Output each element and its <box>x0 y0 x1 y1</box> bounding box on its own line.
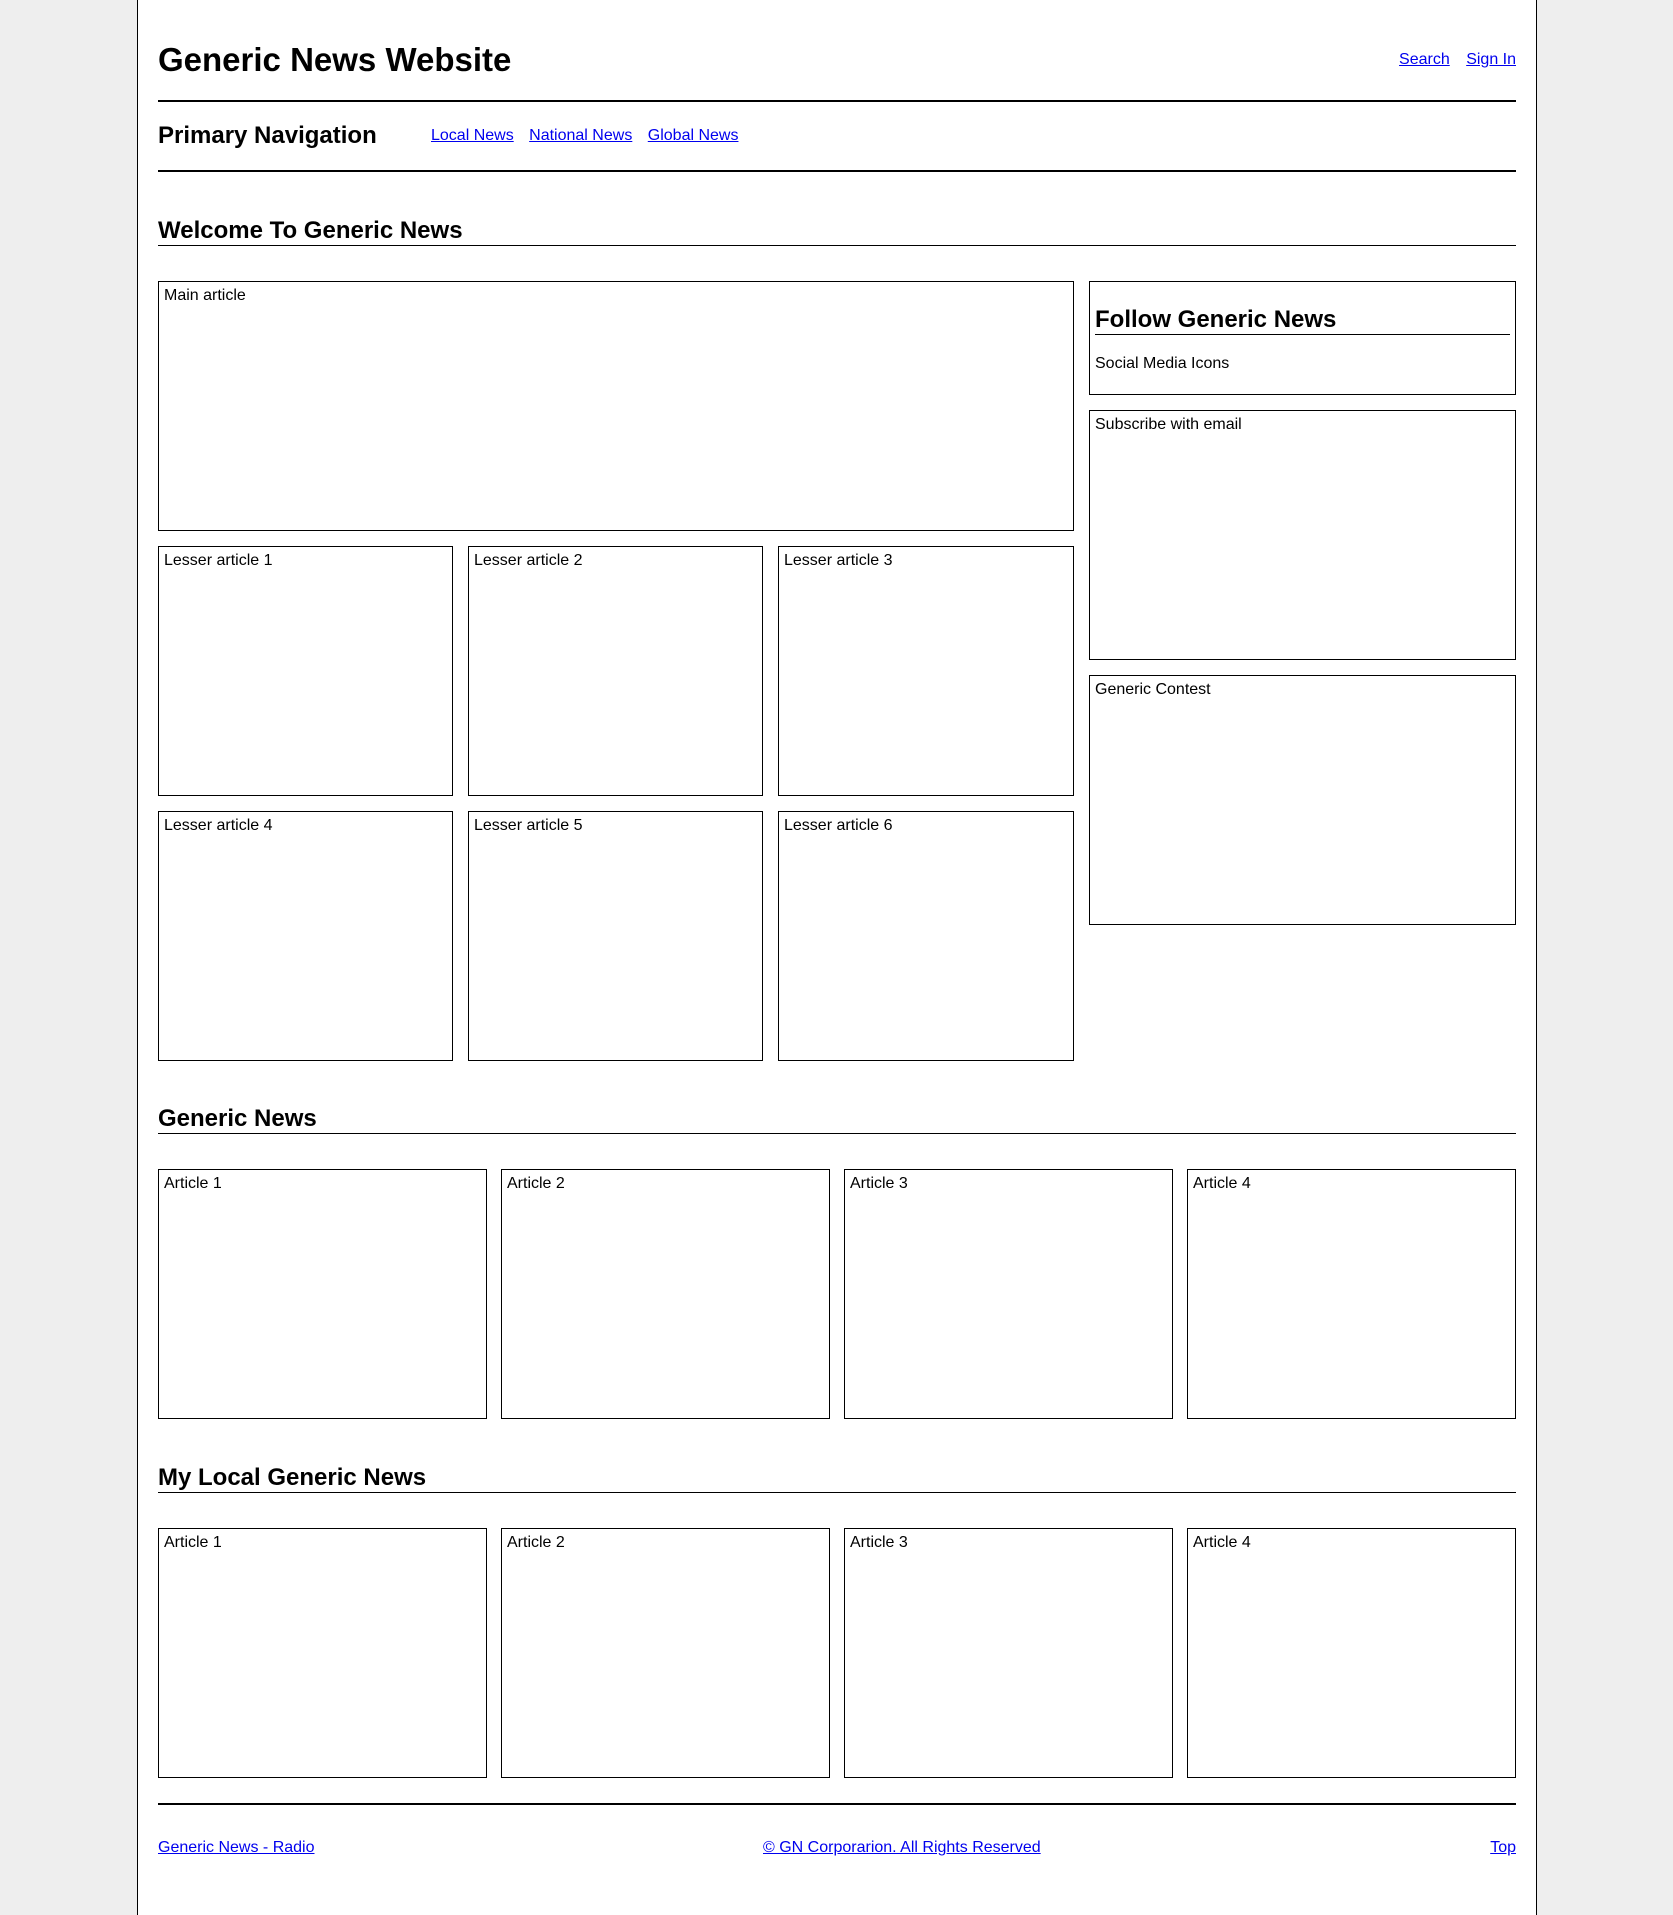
lesser-article-5[interactable] <box>468 811 763 1061</box>
nav-local-news[interactable]: Local News <box>431 127 514 144</box>
generic-article-4[interactable] <box>1187 1169 1516 1419</box>
site-title: Generic News Website <box>158 41 512 78</box>
lesser-article-label: Lesser article 5 <box>474 817 583 834</box>
contest-box[interactable] <box>1089 675 1516 925</box>
page-container <box>137 0 1537 1915</box>
lesser-article-label: Lesser article 6 <box>784 817 893 834</box>
radio-link[interactable]: Generic News - Radio <box>158 1839 315 1856</box>
generic-news-heading: Generic News <box>158 1105 1516 1134</box>
welcome-heading: Welcome To Generic News <box>158 217 1516 246</box>
nav-global-news[interactable]: Global News <box>647 127 739 144</box>
generic-article-2[interactable] <box>501 1169 830 1419</box>
article-label: Article 2 <box>507 1534 565 1551</box>
local-article-4[interactable] <box>1187 1528 1516 1778</box>
top-link[interactable]: Top <box>1490 1839 1516 1856</box>
main-article-label: Main article <box>164 287 246 304</box>
subscribe-label: Subscribe with email <box>1095 416 1242 433</box>
follow-heading: Follow Generic News <box>1095 306 1510 335</box>
article-label: Article 4 <box>1193 1175 1251 1192</box>
sign-in-link[interactable]: Sign In <box>1466 51 1516 68</box>
local-article-1[interactable] <box>158 1528 487 1778</box>
nav-national-news[interactable]: National News <box>529 127 633 144</box>
header-links <box>1387 50 1516 70</box>
lesser-article-2[interactable] <box>468 546 763 796</box>
search-link[interactable]: Search <box>1399 51 1450 68</box>
follow-box <box>1089 281 1516 395</box>
local-news-heading: My Local Generic News <box>158 1464 1516 1493</box>
lesser-article-1[interactable] <box>158 546 453 796</box>
local-article-3[interactable] <box>844 1528 1173 1778</box>
lesser-article-label: Lesser article 3 <box>784 552 893 569</box>
article-label: Article 1 <box>164 1175 222 1192</box>
primary-nav <box>431 126 749 146</box>
generic-article-1[interactable] <box>158 1169 487 1419</box>
lesser-article-3[interactable] <box>778 546 1074 796</box>
article-label: Article 1 <box>164 1534 222 1551</box>
subscribe-box[interactable] <box>1089 410 1516 660</box>
generic-article-3[interactable] <box>844 1169 1173 1419</box>
copyright-link[interactable]: © GN Corporarion. All Rights Reserved <box>763 1839 1041 1856</box>
contest-label: Generic Contest <box>1095 681 1211 698</box>
lesser-article-4[interactable] <box>158 811 453 1061</box>
main-article[interactable] <box>158 281 1074 531</box>
local-article-2[interactable] <box>501 1528 830 1778</box>
header-divider <box>158 100 1516 102</box>
article-label: Article 2 <box>507 1175 565 1192</box>
footer-divider <box>158 1803 1516 1805</box>
lesser-article-6[interactable] <box>778 811 1074 1061</box>
article-label: Article 4 <box>1193 1534 1251 1551</box>
lesser-article-label: Lesser article 4 <box>164 817 273 834</box>
nav-title: Primary Navigation <box>158 122 377 149</box>
lesser-article-label: Lesser article 2 <box>474 552 583 569</box>
article-label: Article 3 <box>850 1534 908 1551</box>
article-label: Article 3 <box>850 1175 908 1192</box>
social-media-icons[interactable]: Social Media Icons <box>1095 355 1230 372</box>
nav-divider <box>158 170 1516 172</box>
lesser-article-label: Lesser article 1 <box>164 552 273 569</box>
